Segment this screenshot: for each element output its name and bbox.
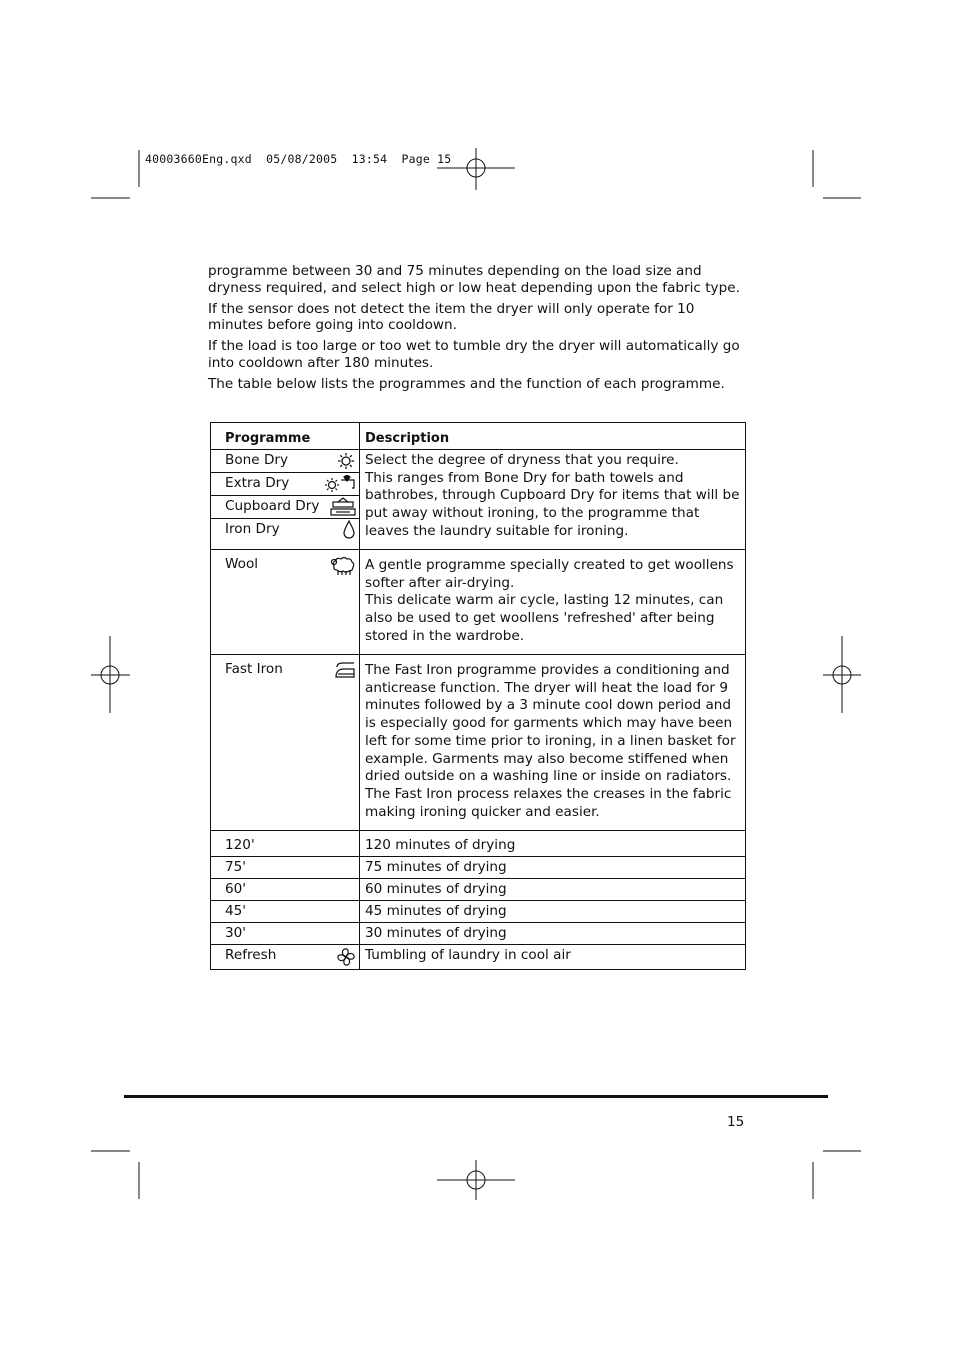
page-number: 15 (727, 1114, 745, 1130)
table-row-refresh (211, 945, 746, 970)
table-row-dryness (211, 450, 746, 550)
folded-cupboard-icon (330, 497, 356, 517)
header-description: Description (365, 431, 450, 446)
fast-iron-description: The Fast Iron programme provides a conditioning and anticrease function. The dryer will heat the load for 9 minutes followed by a 3 minute cool down period and is especially good for garments which may have been left for some time prior to ironing, in a linen basket for example. Garments may also become stiffened when dried outside on a washing line or inside on radiators. The Fast Iron process relaxes the creases in the fabric making ironing quicker and easier. (365, 662, 736, 820)
description-120: 120 minutes of drying (365, 837, 516, 853)
file-slug: 40003660Eng.qxd 05/08/2005 13:54 Page 15 (145, 152, 452, 166)
intro-text (208, 263, 753, 397)
programme-iron-dry: Iron Dry (211, 519, 359, 549)
intro-paragraph-2: If the sensor does not detect the item the dryer will only operate for 10 minutes before going into cooldown. (208, 300, 695, 333)
programme-wool: Wool (225, 556, 259, 572)
sun-hanger-icon (324, 474, 356, 494)
programme-bone-dry: Bone Dry (211, 450, 359, 473)
programme-fast-iron: Fast Iron (225, 661, 283, 677)
description-60: 60 minutes of drying (365, 881, 507, 897)
sun-icon (336, 452, 356, 470)
droplet-icon (342, 520, 356, 540)
sheep-icon (330, 555, 356, 577)
table-row-30 (211, 923, 746, 945)
programme-cupboard-dry: Cupboard Dry (211, 496, 359, 519)
programme-extra-dry: Extra Dry (211, 473, 359, 496)
description-75: 75 minutes of drying (365, 859, 507, 875)
iron-icon (334, 661, 356, 679)
intro-paragraph-3: If the load is too large or too wet to tumble dry the dryer will automatically go into cooldown after 180 minutes. (208, 338, 740, 371)
table-header-row (211, 423, 746, 450)
description-refresh: Tumbling of laundry in cool air (365, 947, 571, 963)
table-row-75 (211, 857, 746, 879)
table-row-60 (211, 879, 746, 901)
description-30: 30 minutes of drying (365, 925, 507, 941)
intro-paragraph-1: programme between 30 and 75 minutes depending on the load size and dryness required, and select high or low heat depending upon the fabric type. (208, 263, 740, 296)
table-row-fast-iron (211, 655, 746, 831)
programme-table (210, 422, 746, 970)
table-row-120 (211, 831, 746, 857)
programme-30: 30' (225, 925, 247, 941)
dryness-description: Select the degree of dryness that you require. This ranges from Bone Dry for bath towels and bathrobes, through Cupboard Dry for items that will be put away without ironing, to the programme that leaves the laundry suitable for ironing. (365, 452, 740, 539)
header-programme: Programme (225, 431, 311, 446)
table-row-wool (211, 550, 746, 655)
programme-45: 45' (225, 903, 247, 919)
programme-60: 60' (225, 881, 247, 897)
fan-icon (336, 947, 356, 967)
footer-rule (124, 1095, 828, 1098)
intro-paragraph-4: The table below lists the programmes and the function of each programme. (208, 375, 725, 392)
table-row-45 (211, 901, 746, 923)
wool-description: A gentle programme specially created to get woollens softer after air-drying. This delicate warm air cycle, lasting 12 minutes, can also be used to get woollens 'refreshed' after being stored in the wardrobe. (365, 557, 734, 644)
programme-120: 120' (225, 837, 255, 853)
description-45: 45 minutes of drying (365, 903, 507, 919)
programme-75: 75' (225, 859, 247, 875)
programme-refresh: Refresh (225, 947, 277, 963)
